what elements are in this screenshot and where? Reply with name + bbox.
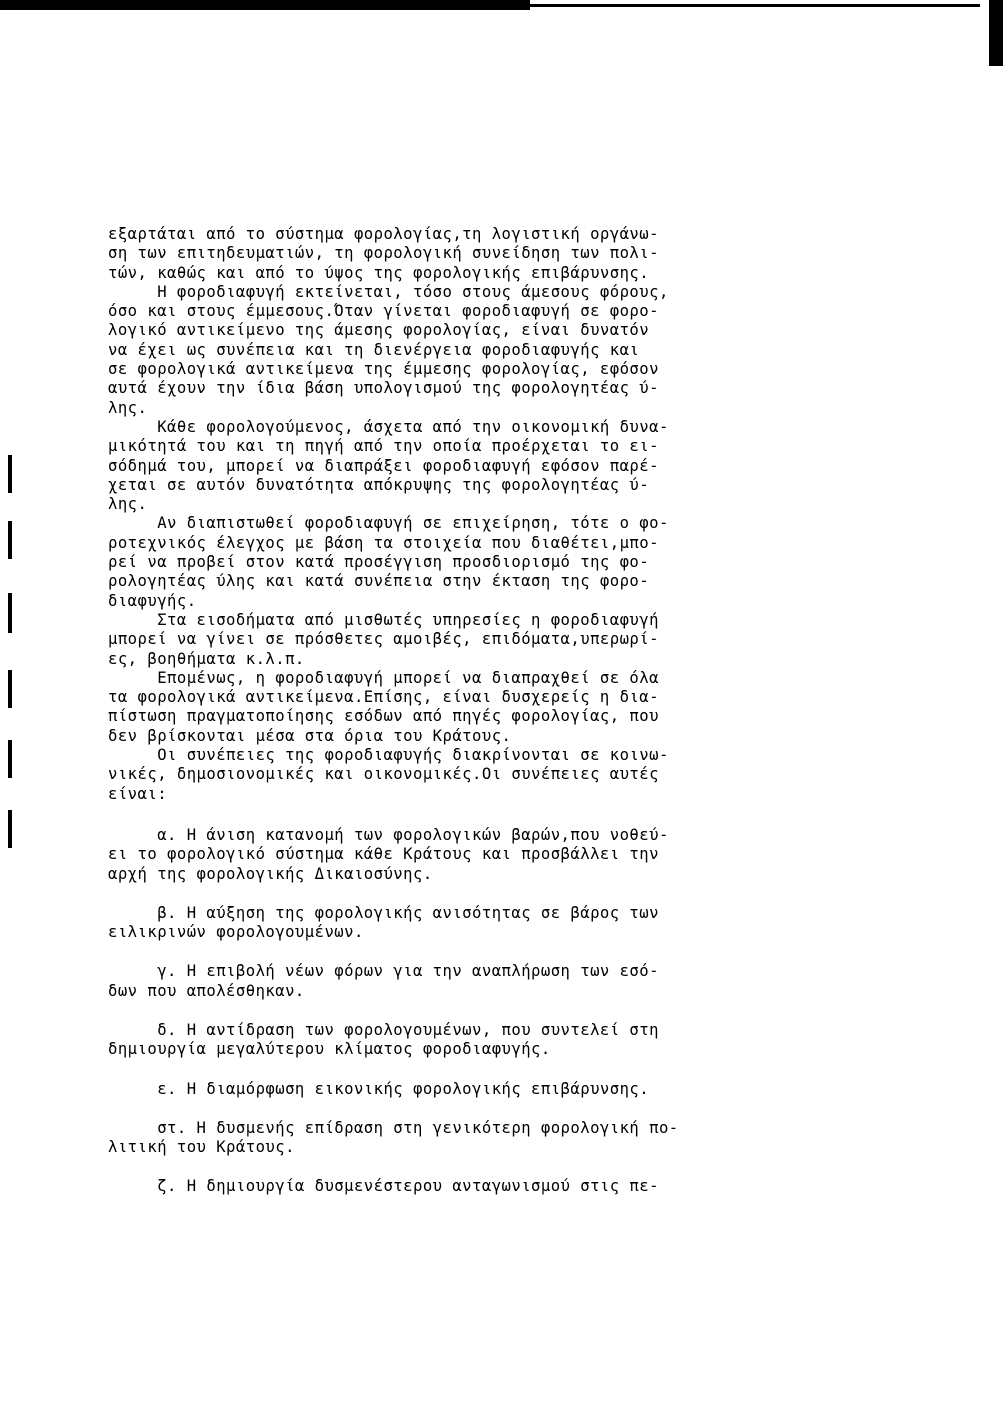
list-item-line: στ. Η δυσμενής επίδραση στη γενικότερη φορολογική πο- [108,1118,679,1137]
paragraph-gap [108,942,828,962]
text-line: αυτά έχουν την ίδια βάση υπολογισμού της φορολογητέας ύ- [108,379,659,398]
text-line: ση των επιτηδευματιών, τη φορολογική συνείδηση των πολι- [108,244,659,263]
list-item-line: ειλικρινών φορολογουμένων. [108,923,364,942]
list-item-alpha [108,826,828,884]
paragraph-gap [108,804,828,826]
text-line: Αν διαπιστωθεί φοροδιαφυγή σε επιχείρηση, τότε ο φο- [108,514,669,533]
list-item-line: β. Η αύξηση της φορολογικής ανισότητας σε βάρος των [108,903,659,922]
margin-mark [8,593,12,633]
text-line: λης. [108,398,148,417]
text-line: σόδημά του, μπορεί να διαπράξει φοροδιαφυγή εφόσον παρέ- [108,456,659,475]
list-item-line: δημιουργία μεγαλύτερου κλίματος φοροδιαφυγής. [108,1040,551,1059]
text-line: Επομένως, η φοροδιαφυγή μπορεί να διαπραχθεί σε όλα [108,668,659,687]
scan-top-edge-mark [0,0,530,10]
paragraph-gap [108,1001,828,1021]
margin-mark [8,521,12,559]
consequence-list [108,826,828,1197]
list-item-line: γ. Η επιβολή νέων φόρων για την αναπλήρωση των εσό- [108,962,659,981]
list-item-zeta [108,1177,828,1196]
text-line: τα φορολογικά αντικείμενα.Επίσης, είναι δυσχερείς η δια- [108,688,659,707]
text-line: Κάθε φορολογούμενος, άσχετα από την οικονομική δυνα- [108,417,669,436]
text-line: Οι συνέπειες της φοροδιαφυγής διακρίνονται σε κοινω- [108,746,669,765]
paragraph-gap [108,884,828,904]
text-line: διαφυγής. [108,591,197,610]
margin-mark [8,455,12,493]
body-paragraphs [108,225,828,804]
list-item-line: ζ. Η δημιουργία δυσμενέστερου ανταγωνισμού στις πε- [108,1177,659,1196]
list-item-line: αρχή της φορολογικής Δικαιοσύνης. [108,864,433,883]
text-line: είναι: [108,784,168,803]
text-line: λης. [108,495,148,514]
text-line: μπορεί να γίνει σε πρόσθετες αμοιβές, επιδόματα,υπερωρί- [108,630,659,649]
text-line: δεν βρίσκονται μέσα στα όρια του Κράτους. [108,726,512,745]
text-line: μικότητά του και τη πηγή από την οποία προέρχεται το ει- [108,437,659,456]
text-line: όσο και στους έμμεσους.Όταν γίνεται φοροδιαφυγή σε φορο- [108,302,659,321]
text-line: ρεί να προβεί στον κατά προσέγγιση προσδιορισμό της φο- [108,553,650,572]
paragraph-gap [108,1060,828,1080]
scan-corner-mark [989,0,1003,66]
paragraph-gap [108,1099,828,1119]
list-item-line: ε. Η διαμόρφωση εικονικής φορολογικής επιβάρυνσης. [108,1079,650,1098]
list-item-line: ει το φορολογικό σύστημα κάθε Κράτους και προσβάλλει την [108,845,659,864]
list-item-beta [108,904,828,943]
text-line: ες, βοηθήματα κ.λ.π. [108,649,305,668]
margin-mark [8,670,12,708]
list-item-line: λιτική του Κράτους. [108,1138,295,1157]
text-line: νικές, δημοσιονομικές και οικονομικές.Οι συνέπειες αυτές [108,765,659,784]
list-item-delta [108,1021,828,1060]
list-item-epsilon [108,1080,828,1099]
list-item-gamma [108,962,828,1001]
list-item-line: δων που απολέσθηκαν. [108,981,305,1000]
text-line: να έχει ως συνέπεια και τη διενέργεια φοροδιαφυγής και [108,340,640,359]
margin-mark [8,740,12,778]
text-line: πίστωση πραγματοποίησης εσόδων από πηγές φορολογίας, που [108,707,659,726]
document-page-text [108,225,828,1197]
paragraph-gap [108,1157,828,1177]
text-line: χεται σε αυτόν δυνατότητα απόκρυψης της φορολογητέας ύ- [108,475,650,494]
text-line: σε φορολογικά αντικείμενα της έμμεσης φορολογίας, εφόσον [108,360,659,379]
scan-top-edge-line [530,4,980,7]
text-line: λογικό αντικείμενο της άμεσης φορολογίας, είναι δυνατόν [108,321,650,340]
text-line: Η φοροδιαφυγή εκτείνεται, τόσο στους άμεσους φόρους, [108,282,669,301]
text-line: τών, καθώς και από το ύψος της φορολογικής επιβάρυνσης. [108,263,650,282]
text-line: Στα εισοδήματα από μισθωτές υπηρεσίες η φοροδιαφυγή [108,610,659,629]
text-line: εξαρτάται από το σύστημα φορολογίας,τη λογιστική οργάνω- [108,225,659,243]
list-item-stigma [108,1119,828,1158]
list-item-line: α. Η άνιση κατανομή των φορολογικών βαρών,που νοθεύ- [108,825,669,844]
margin-mark [8,810,12,848]
text-line: ροτεχνικός έλεγχος με βάση τα στοιχεία που διαθέτει,μπο- [108,533,659,552]
text-line: ρολογητέας ύλης και κατά συνέπεια στην έκταση της φορο- [108,572,650,591]
list-item-line: δ. Η αντίδραση των φορολογουμένων, που συντελεί στη [108,1020,659,1039]
